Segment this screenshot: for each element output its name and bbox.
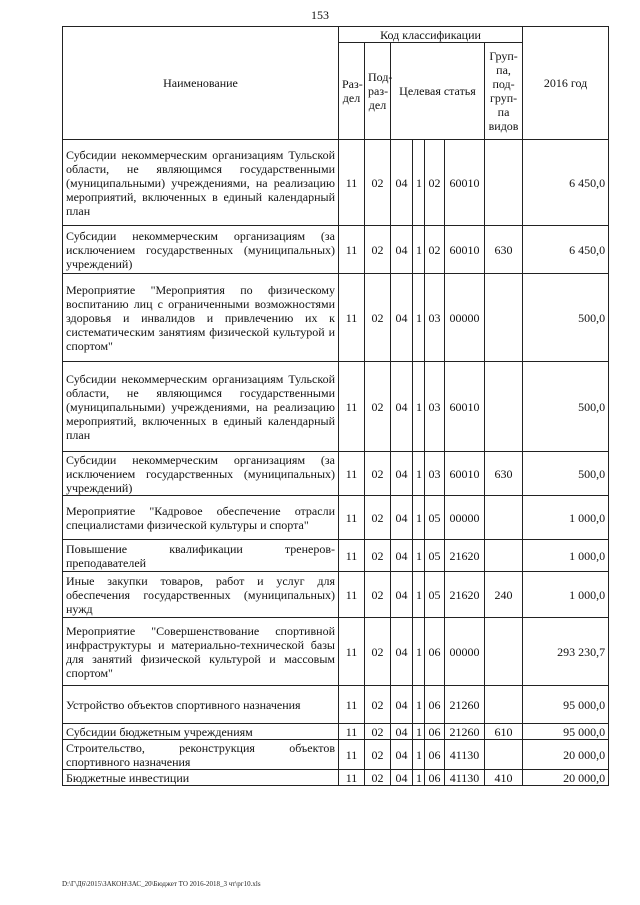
row-target-subprogram: 1 [413, 572, 425, 618]
row-target-direction: 21260 [445, 686, 485, 724]
row-target-direction: 21620 [445, 572, 485, 618]
row-target-program: 04 [391, 362, 413, 452]
row-amount-2016: 1 000,0 [523, 496, 609, 540]
row-section: 11 [339, 496, 365, 540]
row-target-program: 04 [391, 740, 413, 770]
row-target-event: 05 [425, 572, 445, 618]
row-name: Субсидии некоммерческим организациям Тульской области, не являющимся государственными (муниципальными) учреждениями, на реализацию мероприятий, включенных в единый календарный план [63, 140, 339, 226]
row-name: Субсидии бюджетным учреждениям [63, 724, 339, 740]
row-name: Субсидии некоммерческим организациям (за исключением государственных (муниципальных) учреждений) [63, 452, 339, 496]
row-amount-2016: 20 000,0 [523, 740, 609, 770]
row-target-subprogram: 1 [413, 274, 425, 362]
page-number: 153 [311, 8, 329, 22]
row-name: Строительство, реконструкция объектов спортивного назначения [63, 740, 339, 770]
row-section: 11 [339, 362, 365, 452]
row-section: 11 [339, 572, 365, 618]
header-group: Груп-па, под-груп-па видов [485, 43, 523, 140]
row-expense-group [485, 540, 523, 572]
row-expense-group: 610 [485, 724, 523, 740]
row-expense-group: 410 [485, 770, 523, 786]
row-section: 11 [339, 540, 365, 572]
row-target-program: 04 [391, 274, 413, 362]
row-target-program: 04 [391, 140, 413, 226]
row-target-subprogram: 1 [413, 452, 425, 496]
row-expense-group [485, 686, 523, 724]
header-code-classification: Код классификации [339, 27, 523, 43]
table-row [63, 140, 609, 226]
row-expense-group [485, 740, 523, 770]
header-year: 2016 год [523, 27, 609, 140]
row-target-program: 04 [391, 540, 413, 572]
row-name: Субсидии некоммерческим организациям (за исключением государственных (муниципальных) учреждений) [63, 226, 339, 274]
table-row [63, 496, 609, 540]
row-name: Субсидии некоммерческим организациям Тульской области, не являющимся государственными (муниципальными) учреждениями, на реализацию мероприятий, включенных в единый календарный план [63, 362, 339, 452]
row-target-subprogram: 1 [413, 686, 425, 724]
row-target-program: 04 [391, 618, 413, 686]
row-name: Мероприятие "Мероприятия по физическому воспитанию лиц с ограниченными возможностями здоровья и инвалидов и привлечению их к систематическим занятиям физической культурой и спортом" [63, 274, 339, 362]
header-section: Раз-дел [339, 43, 365, 140]
row-target-event: 06 [425, 618, 445, 686]
row-amount-2016: 1 000,0 [523, 540, 609, 572]
row-subsection: 02 [365, 618, 391, 686]
row-target-direction: 60010 [445, 226, 485, 274]
row-subsection: 02 [365, 540, 391, 572]
row-target-event: 05 [425, 540, 445, 572]
row-target-direction: 60010 [445, 140, 485, 226]
row-target-program: 04 [391, 724, 413, 740]
row-expense-group [485, 496, 523, 540]
header-subsection: Под-раз-дел [365, 43, 391, 140]
row-target-event: 03 [425, 274, 445, 362]
row-expense-group [485, 140, 523, 226]
row-target-program: 04 [391, 226, 413, 274]
row-amount-2016: 6 450,0 [523, 226, 609, 274]
table-row [63, 274, 609, 362]
row-target-event: 06 [425, 724, 445, 740]
row-name: Устройство объектов спортивного назначения [63, 686, 339, 724]
row-subsection: 02 [365, 724, 391, 740]
table-row [63, 770, 609, 786]
row-target-subprogram: 1 [413, 226, 425, 274]
table-row [63, 572, 609, 618]
table-body [63, 140, 609, 786]
table-row [63, 540, 609, 572]
row-subsection: 02 [365, 226, 391, 274]
row-target-program: 04 [391, 452, 413, 496]
row-target-program: 04 [391, 572, 413, 618]
row-target-direction: 60010 [445, 452, 485, 496]
row-target-subprogram: 1 [413, 770, 425, 786]
row-section: 11 [339, 686, 365, 724]
row-target-direction: 00000 [445, 496, 485, 540]
table-row [63, 226, 609, 274]
row-subsection: 02 [365, 740, 391, 770]
row-section: 11 [339, 274, 365, 362]
row-amount-2016: 293 230,7 [523, 618, 609, 686]
row-expense-group: 630 [485, 226, 523, 274]
row-amount-2016: 1 000,0 [523, 572, 609, 618]
row-subsection: 02 [365, 572, 391, 618]
row-target-event: 03 [425, 452, 445, 496]
row-target-subprogram: 1 [413, 140, 425, 226]
row-target-direction: 41130 [445, 740, 485, 770]
row-amount-2016: 500,0 [523, 362, 609, 452]
row-target-event: 02 [425, 140, 445, 226]
row-name: Мероприятие "Совершенствование спортивной инфраструктуры и материально-технической базы для занятий физической культурой и массовым спортом" [63, 618, 339, 686]
row-target-direction: 41130 [445, 770, 485, 786]
row-target-direction: 21620 [445, 540, 485, 572]
row-expense-group [485, 618, 523, 686]
row-subsection: 02 [365, 770, 391, 786]
row-name: Повышение квалификации тренеров-преподавателей [63, 540, 339, 572]
table-row [63, 362, 609, 452]
row-target-program: 04 [391, 770, 413, 786]
budget-table [62, 26, 609, 786]
row-target-direction: 21260 [445, 724, 485, 740]
row-subsection: 02 [365, 140, 391, 226]
row-target-direction: 00000 [445, 618, 485, 686]
row-target-subprogram: 1 [413, 618, 425, 686]
row-expense-group [485, 362, 523, 452]
row-subsection: 02 [365, 686, 391, 724]
row-amount-2016: 20 000,0 [523, 770, 609, 786]
row-section: 11 [339, 740, 365, 770]
row-section: 11 [339, 452, 365, 496]
header-target-article: Целевая статья [391, 43, 485, 140]
row-name: Мероприятие "Кадровое обеспечение отрасли специалистами физической культуры и спорта" [63, 496, 339, 540]
row-target-event: 02 [425, 226, 445, 274]
row-section: 11 [339, 226, 365, 274]
row-amount-2016: 95 000,0 [523, 686, 609, 724]
row-section: 11 [339, 618, 365, 686]
row-target-event: 06 [425, 686, 445, 724]
row-target-event: 06 [425, 740, 445, 770]
row-target-program: 04 [391, 686, 413, 724]
row-target-event: 06 [425, 770, 445, 786]
row-amount-2016: 500,0 [523, 274, 609, 362]
row-target-subprogram: 1 [413, 362, 425, 452]
row-amount-2016: 500,0 [523, 452, 609, 496]
row-subsection: 02 [365, 452, 391, 496]
row-subsection: 02 [365, 274, 391, 362]
row-target-subprogram: 1 [413, 740, 425, 770]
row-section: 11 [339, 724, 365, 740]
row-amount-2016: 95 000,0 [523, 724, 609, 740]
row-target-direction: 60010 [445, 362, 485, 452]
row-target-subprogram: 1 [413, 540, 425, 572]
row-target-subprogram: 1 [413, 724, 425, 740]
table-row [63, 740, 609, 770]
row-target-subprogram: 1 [413, 496, 425, 540]
row-target-direction: 00000 [445, 274, 485, 362]
header-name: Наименование [63, 27, 339, 140]
row-amount-2016: 6 450,0 [523, 140, 609, 226]
row-subsection: 02 [365, 496, 391, 540]
row-expense-group: 240 [485, 572, 523, 618]
row-section: 11 [339, 140, 365, 226]
footer-file-path: D:\Г\Д6\2015\ЗАКОН\ЗАС_20\Бюджет ТО 2016-2018_3 чт\рг10.xls [62, 880, 261, 888]
row-expense-group [485, 274, 523, 362]
row-target-event: 05 [425, 496, 445, 540]
row-name: Бюджетные инвестиции [63, 770, 339, 786]
table-row [63, 686, 609, 724]
table-row [63, 724, 609, 740]
row-target-event: 03 [425, 362, 445, 452]
row-name: Иные закупки товаров, работ и услуг для обеспечения государственных (муниципальных) нужд [63, 572, 339, 618]
row-section: 11 [339, 770, 365, 786]
row-expense-group: 630 [485, 452, 523, 496]
table-row [63, 618, 609, 686]
row-target-program: 04 [391, 496, 413, 540]
row-subsection: 02 [365, 362, 391, 452]
table-row [63, 452, 609, 496]
